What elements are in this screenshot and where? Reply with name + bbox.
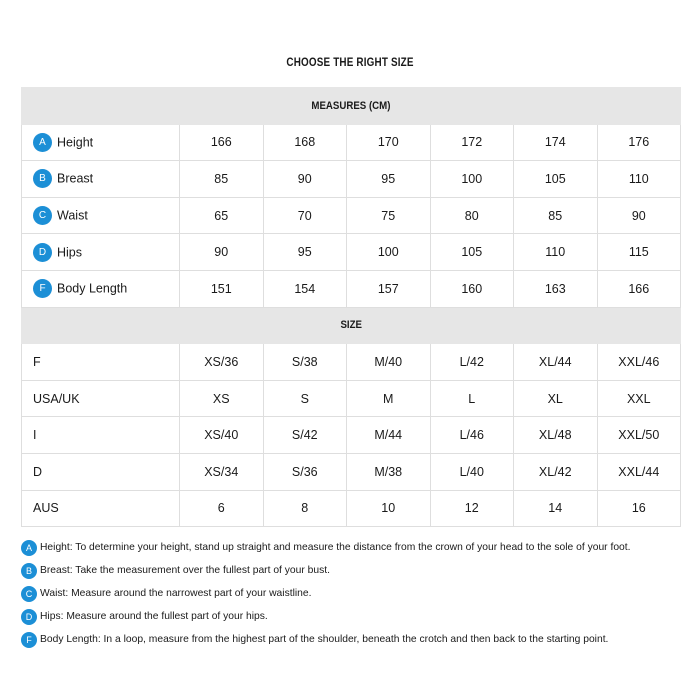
size-value: XS/34 [180,453,264,490]
measure-row [22,161,681,198]
size-value: XXL/50 [597,417,681,454]
size-value: XS [180,380,264,417]
note-badge: B [21,563,37,579]
measure-value: 90 [597,197,681,234]
size-value: XXL [597,380,681,417]
size-value: 12 [430,490,514,527]
measure-value: 105 [514,161,598,198]
measure-badge: A [33,133,52,152]
size-label: USA/UK [22,380,180,417]
size-value: M/40 [347,344,431,381]
measure-value: 90 [263,161,347,198]
size-row [22,490,681,527]
measure-value: 70 [263,197,347,234]
note-text: Hips: Measure around the fullest part of your hips. [40,611,268,622]
size-chart-table [21,87,681,527]
note-item [21,628,686,651]
size-value: S/36 [263,453,347,490]
size-value: 8 [263,490,347,527]
size-label: D [22,453,180,490]
size-header: SIZE [22,307,681,344]
measure-value: 85 [514,197,598,234]
measure-badge: F [33,279,52,298]
measure-value: 115 [597,234,681,271]
measure-value: 95 [347,161,431,198]
measure-value: 154 [263,270,347,307]
measurement-notes [21,536,686,651]
size-value: 10 [347,490,431,527]
measure-label: Height [57,135,94,150]
note-badge: A [21,540,37,556]
measure-value: 90 [180,234,264,271]
measure-label: Body Length [57,281,128,296]
note-text: Body Length: In a loop, measure from the highest part of the shoulder, beneath the crotch and then back to the starting point. [40,634,609,645]
size-value: S [263,380,347,417]
measure-value: 176 [597,124,681,161]
measure-value: 168 [263,124,347,161]
measure-label-cell [22,197,180,234]
measure-value: 100 [347,234,431,271]
size-value: XS/36 [180,344,264,381]
size-value: 16 [597,490,681,527]
measures-header-row [22,88,681,125]
measure-value: 65 [180,197,264,234]
size-row [22,380,681,417]
size-label: F [22,344,180,381]
page-title: CHOOSE THE RIGHT SIZE [286,57,414,69]
measure-label-cell [22,234,180,271]
measure-badge: B [33,169,52,188]
size-row [22,417,681,454]
size-value: M [347,380,431,417]
measure-value: 85 [180,161,264,198]
measure-label: Hips [57,245,83,260]
measure-value: 157 [347,270,431,307]
note-text: Height: To determine your height, stand up straight and measure the distance from the crown of your head to the sole of your foot. [40,542,631,553]
measure-value: 80 [430,197,514,234]
size-value: S/38 [263,344,347,381]
note-item [21,536,686,559]
size-value: XL [514,380,598,417]
measure-row [22,124,681,161]
size-label: I [22,417,180,454]
measure-value: 151 [180,270,264,307]
note-badge: F [21,632,37,648]
size-value: XL/42 [514,453,598,490]
note-badge: C [21,586,37,602]
note-text: Breast: Take the measurement over the fullest part of your bust. [40,565,330,576]
size-value: L/40 [430,453,514,490]
size-label: AUS [22,490,180,527]
size-value: L/42 [430,344,514,381]
measure-value: 110 [597,161,681,198]
measure-label: Waist [57,208,88,223]
size-value: M/44 [347,417,431,454]
measure-label: Breast [57,171,94,186]
measure-value: 100 [430,161,514,198]
measure-value: 166 [180,124,264,161]
measure-value: 172 [430,124,514,161]
note-item [21,582,686,605]
size-value: L/46 [430,417,514,454]
note-text: Waist: Measure around the narrowest part of your waistline. [40,588,312,599]
measure-label-cell [22,161,180,198]
size-value: S/42 [263,417,347,454]
measure-value: 174 [514,124,598,161]
size-row [22,344,681,381]
measures-header: MEASURES (CM) [22,88,681,125]
measure-row [22,270,681,307]
size-value: XS/40 [180,417,264,454]
measure-row [22,197,681,234]
measure-value: 166 [597,270,681,307]
size-value: 6 [180,490,264,527]
size-value: M/38 [347,453,431,490]
size-value: XXL/46 [597,344,681,381]
measure-badge: C [33,206,52,225]
measure-badge: D [33,243,52,262]
size-value: XXL/44 [597,453,681,490]
note-item [21,559,686,582]
measure-label-cell [22,124,180,161]
measure-row [22,234,681,271]
size-value: XL/44 [514,344,598,381]
note-item [21,605,686,628]
measure-label-cell [22,270,180,307]
measure-value: 95 [263,234,347,271]
measure-value: 105 [430,234,514,271]
measure-value: 75 [347,197,431,234]
size-value: L [430,380,514,417]
size-value: 14 [514,490,598,527]
measure-value: 110 [514,234,598,271]
measure-value: 170 [347,124,431,161]
size-value: XL/48 [514,417,598,454]
size-header-row [22,307,681,344]
size-row [22,453,681,490]
measure-value: 163 [514,270,598,307]
measure-value: 160 [430,270,514,307]
note-badge: D [21,609,37,625]
